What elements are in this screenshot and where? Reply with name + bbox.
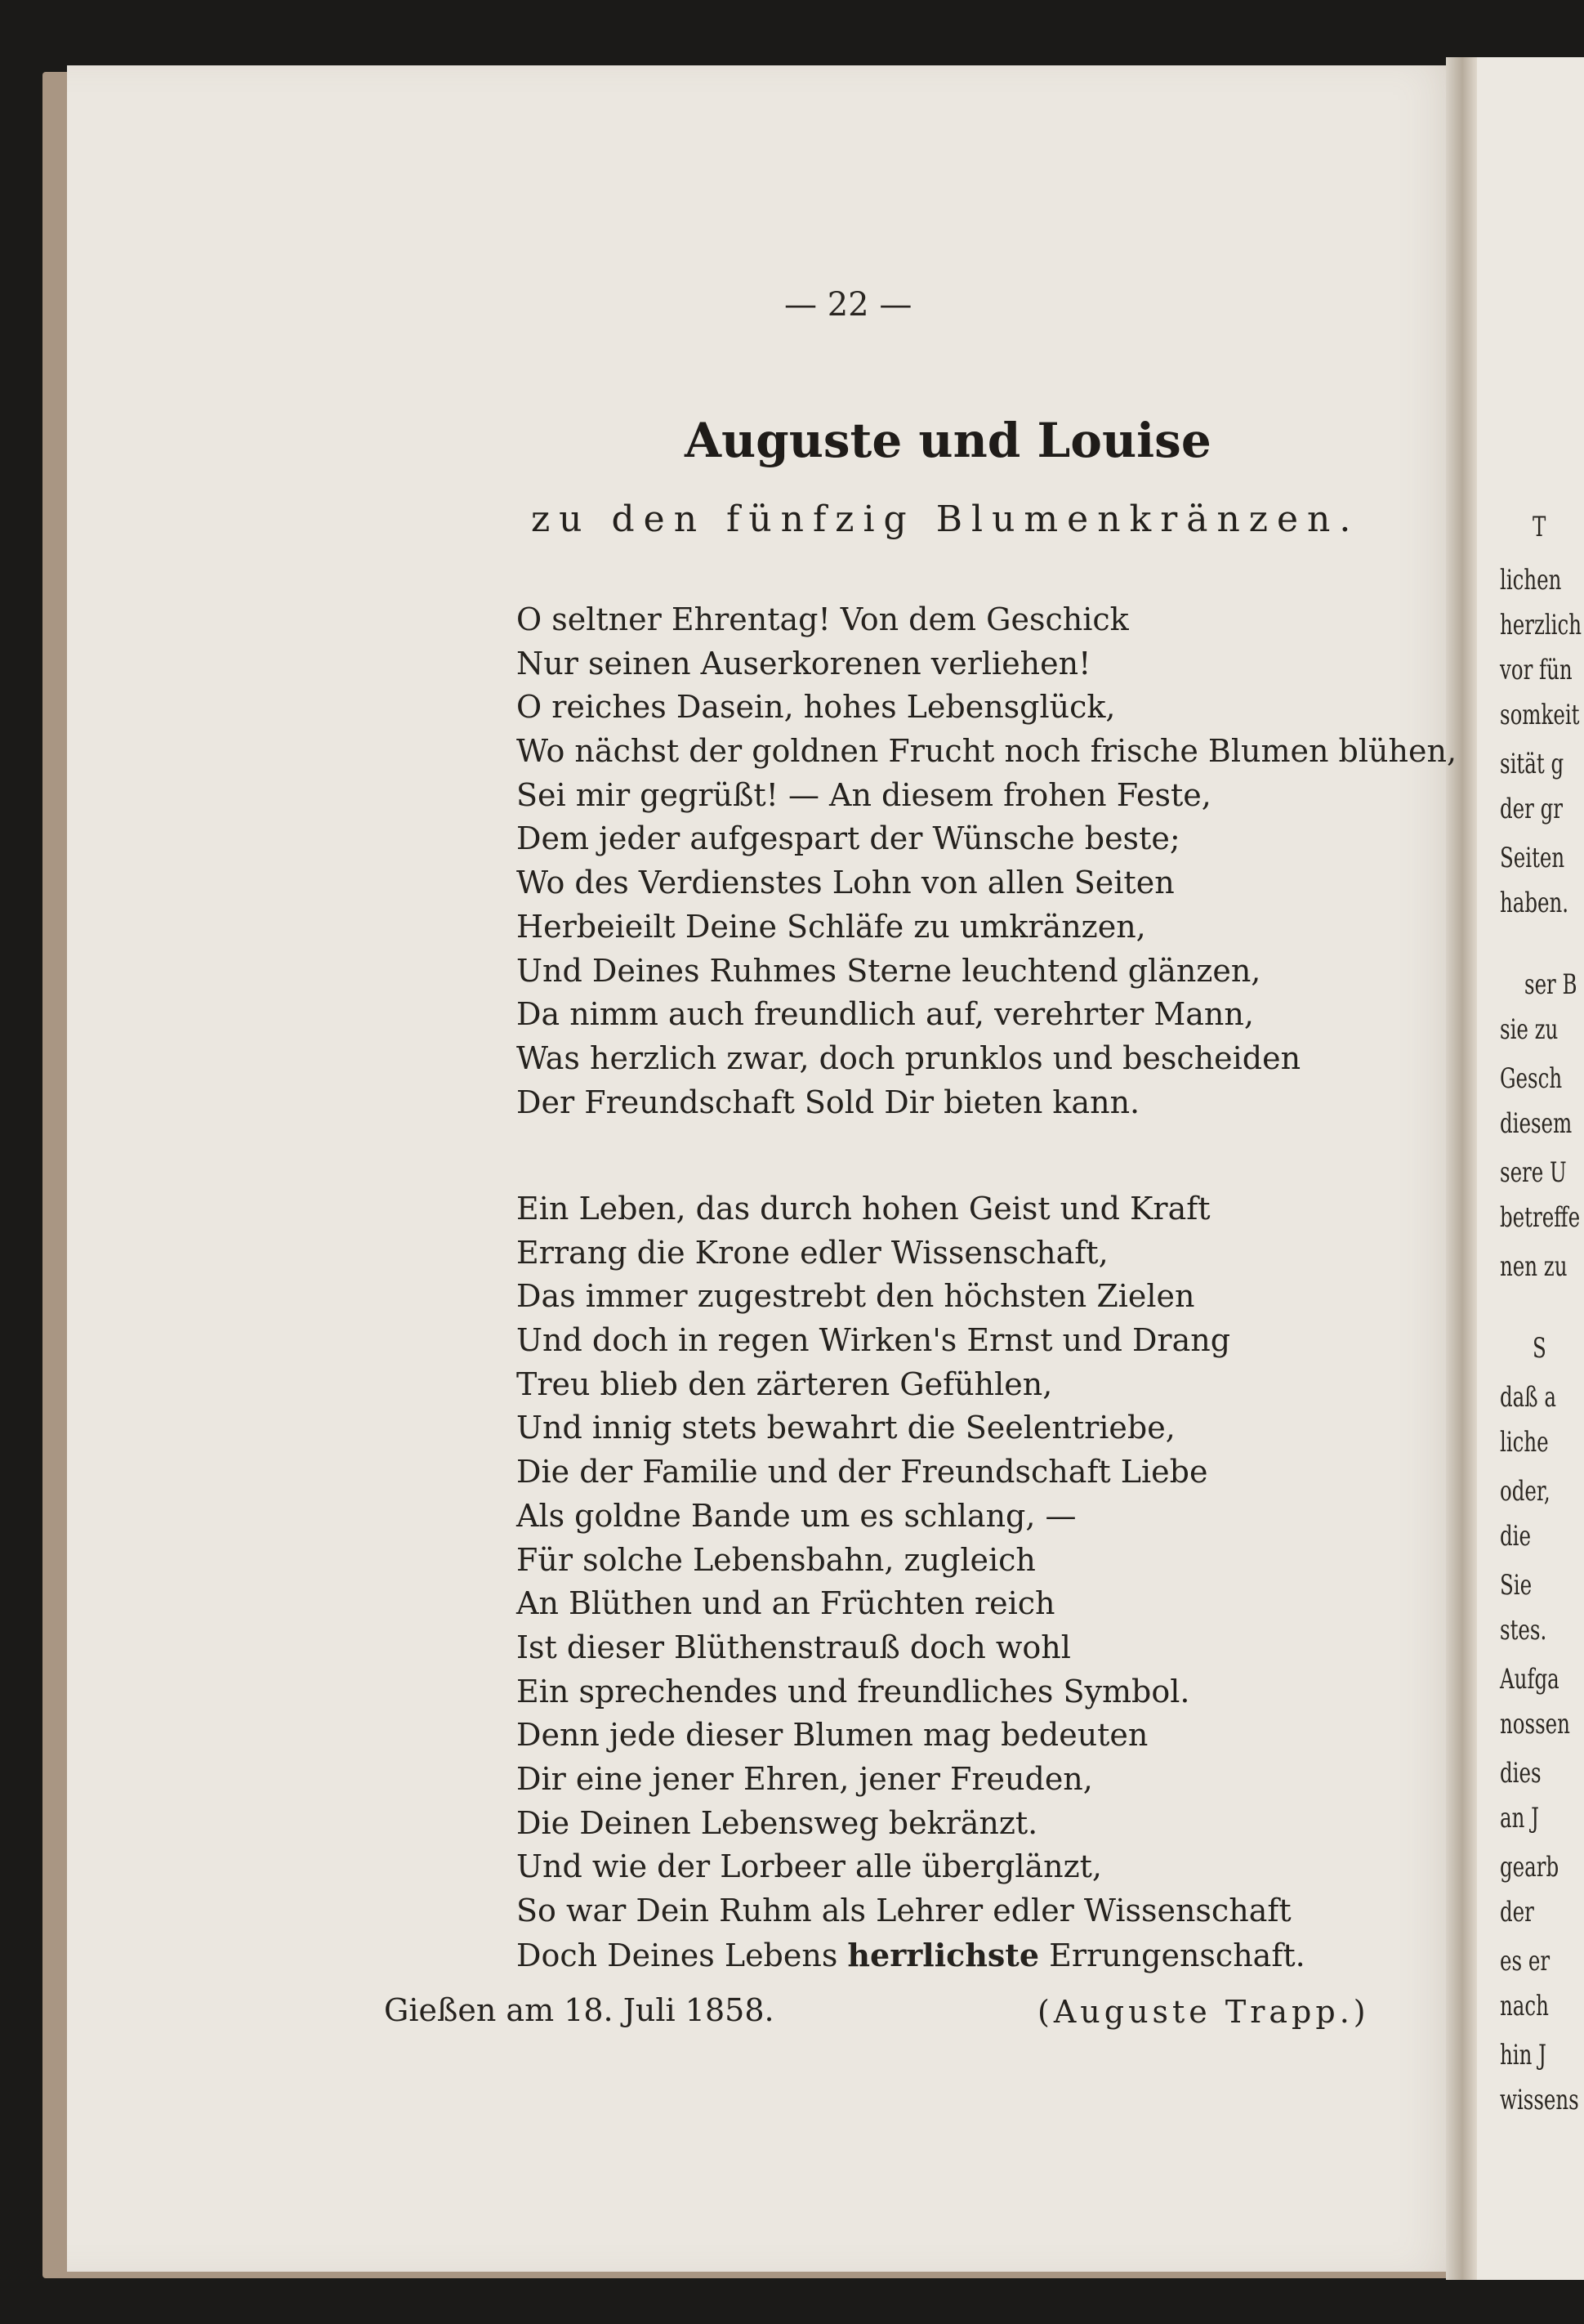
next-page-fragment: betreffe <box>1500 1201 1581 1234</box>
next-page-fragment: hin J <box>1500 2039 1546 2071</box>
next-page-fragment: nen zu <box>1500 1250 1568 1283</box>
stanza-1 <box>516 598 1457 1124</box>
next-page-fragment: es er <box>1500 1945 1551 1978</box>
verse-line: Wo nächst der goldnen Frucht noch frische Blumen blühen, <box>516 733 1457 770</box>
next-page-fragment: herzlich <box>1500 609 1582 641</box>
verse-line: So war Dein Ruhm als Lehrer edler Wissenschaft <box>516 1893 1292 1928</box>
next-page-fragment: an J <box>1500 1802 1539 1835</box>
verse-line: Ein Leben, das durch hohen Geist und Kraft <box>516 1191 1211 1227</box>
book-gutter <box>1446 57 1479 2280</box>
next-page-fragment: der <box>1500 1896 1534 1928</box>
next-page-fragment: wissens <box>1500 2084 1579 2116</box>
next-page-fragment: Aufga <box>1500 1663 1559 1696</box>
next-page-fragment: Sie <box>1500 1569 1533 1602</box>
poem-title: Auguste und Louise <box>685 413 1211 468</box>
verse-line: Ein sprechendes und freundliches Symbol. <box>516 1673 1190 1709</box>
signature: (Auguste Trapp.) <box>1037 1994 1370 2030</box>
next-page-fragment: Seiten <box>1500 842 1565 874</box>
verse-line: O reiches Dasein, hohes Lebensglück, <box>516 689 1116 726</box>
verse-line: Errang die Krone edler Wissenschaft, <box>516 1234 1109 1271</box>
next-page-fragment: stes. <box>1500 1614 1547 1647</box>
next-page-fragment: die <box>1500 1520 1531 1553</box>
verse-line-final <box>516 1933 1305 1978</box>
final-line-end: Errungenschaft. <box>1039 1937 1305 1973</box>
verse-line: Und Deines Ruhmes Sterne leuchtend glänzen, <box>516 952 1261 989</box>
next-page-fragment: diesem <box>1500 1107 1573 1140</box>
next-page-fragment: ser B <box>1524 968 1577 1001</box>
next-page-fragment: haben. <box>1500 887 1569 919</box>
next-page-fragment: liche <box>1500 1426 1549 1459</box>
next-page-fragment: somkeit <box>1500 699 1580 731</box>
verse-line: Nur seinen Auserkorenen verliehen! <box>516 645 1091 682</box>
verse-line: Die Deinen Lebensweg bekränzt. <box>516 1804 1038 1841</box>
next-page-fragment: nach <box>1500 1990 1549 2022</box>
next-page-fragment: oder, <box>1500 1475 1551 1508</box>
next-page-strip <box>1477 57 1584 2280</box>
next-page-fragment: nossen <box>1500 1708 1570 1741</box>
verse-line: Treu blieb den zärteren Gefühlen, <box>516 1365 1053 1402</box>
verse-line: Ist dieser Blüthenstrauß doch wohl <box>516 1629 1071 1665</box>
page-number: — 22 — <box>784 286 912 324</box>
next-page-fragment: Gesch <box>1500 1062 1563 1095</box>
next-page-fragment: T <box>1533 511 1546 543</box>
verse-line: Was herzlich zwar, doch prunklos und bescheiden <box>516 1039 1301 1076</box>
verse-line: Und innig stets bewahrt die Seelentriebe, <box>516 1410 1176 1446</box>
verse-line: Der Freundschaft Sold Dir bieten kann. <box>516 1084 1140 1120</box>
verse-line: Denn jede dieser Blumen mag bedeuten <box>516 1717 1149 1754</box>
verse-line: An Blüthen und an Früchten reich <box>516 1585 1055 1622</box>
verse-line: Dem jeder aufgespart der Wünsche beste; <box>516 820 1180 857</box>
next-page-fragment: lichen <box>1500 564 1562 597</box>
verse-line: Sei mir gegrüßt! — An diesem frohen Feste, <box>516 776 1211 813</box>
verse-line: Das immer zugestrebt den höchsten Zielen <box>516 1278 1195 1315</box>
verse-line: Wo des Verdienstes Lohn von allen Seiten <box>516 865 1175 901</box>
emphasized-word: herrlichste <box>847 1936 1040 1973</box>
verse-line: Als goldne Bande um es schlang, — <box>516 1497 1077 1534</box>
next-page-fragment: sere U <box>1500 1156 1567 1189</box>
next-page-fragment: der gr <box>1500 793 1564 825</box>
verse-line: Für solche Lebensbahn, zugleich <box>516 1541 1036 1578</box>
verse-line: Da nimm auch freundlich auf, verehrter Mann, <box>516 996 1254 1033</box>
verse-line: Die der Familie und der Freundschaft Liebe <box>516 1454 1208 1490</box>
next-page-fragment: vor fün <box>1500 654 1573 686</box>
place-and-date: Gießen am 18. Juli 1858. <box>384 1992 774 2028</box>
verse-line: Und doch in regen Wirken's Ernst und Drang <box>516 1322 1231 1359</box>
verse-line: Und wie der Lorbeer alle überglänzt, <box>516 1848 1102 1885</box>
verse-line: O seltner Ehrentag! Von dem Geschick <box>516 601 1129 637</box>
poem-subtitle: zu den fünfzig Blumenkränzen. <box>531 498 1360 540</box>
next-page-fragment: S <box>1533 1332 1546 1365</box>
next-page-fragment: dies <box>1500 1757 1542 1790</box>
stanza-2 <box>516 1187 1305 1977</box>
next-page-fragment: daß a <box>1500 1381 1556 1414</box>
next-page-fragment: sie zu <box>1500 1013 1559 1046</box>
next-page-fragment: sität g <box>1500 748 1564 780</box>
verse-line: Dir eine jener Ehren, jener Freuden, <box>516 1760 1093 1797</box>
next-page-fragment: gearb <box>1500 1851 1559 1884</box>
verse-line: Herbeieilt Deine Schläfe zu umkränzen, <box>516 908 1146 945</box>
final-line-start: Doch Deines Lebens <box>516 1937 848 1973</box>
